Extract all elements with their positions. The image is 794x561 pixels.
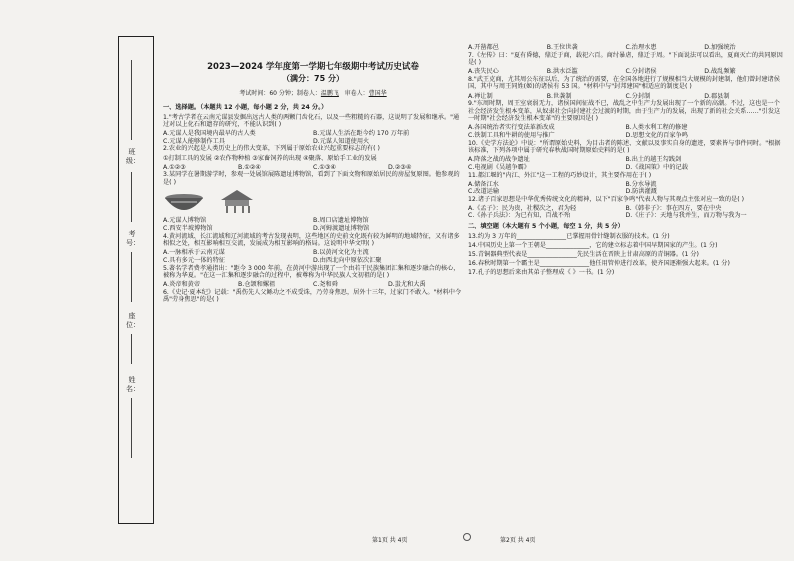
pottery-basin-image	[163, 192, 205, 214]
question-14: 14.中国历史上第一个王朝是______________，它的建立标志着中国早期国家的产生。(1 分)	[468, 241, 718, 249]
q3-options: A.元谋人博物馆 B.周口店遗址博物馆 C.西安半坡博物馆 D.河姆渡遗址博物馆	[163, 217, 370, 233]
exam-number-label: 考号：	[126, 230, 140, 247]
q7-options: A.丧失民心 B.洪水泛滥 C.分封诸侯 D.战乱频繁	[468, 68, 736, 76]
question-16: 16.春秋时期第一个霸主是________________他任用管仲进行改革，使齐国逐渐强大起来。(1 分)	[468, 259, 730, 267]
name-line	[131, 60, 132, 140]
question-7: 7.《左传》曰："夏有昏德，鼎迁于商，载祀六百。商纣暴虐，鼎迁于周。"下面说法可以看出，夏商灭亡的共同原因是( )	[468, 51, 783, 67]
q8-options: A.禅让制 B.世袭制 C.分封制 D.郡县制	[468, 92, 730, 100]
page-number-left: 第1页 共 4页	[372, 537, 408, 544]
question-12: 12.诸子百家思想是中华优秀传统文化的精神，以下"百家争鸣"代表人物与其观点主张对应一致的是( )	[468, 195, 745, 203]
binding-hole-icon	[463, 533, 471, 541]
q1-options: A.元谋人是我国境内最早的古人类 B.元谋人生活在距今约 170 万年前 C.元谋人能够制作工具 D.元谋人知道使用火	[163, 130, 410, 145]
page-number-right: 第2页 共 4页	[500, 537, 536, 544]
question-9: 9."东周时期，周王室衰弱无力，诸侯国间征战不已，战乱之中生产力发展出现了一个新的高潮。不过，这也是一个社会经济发生根本变革，从奴隶社会向封建社会过渡的时期，由于生产力的发展，出现了新的社会关系……"引发这一时期"社会经济发生根本变革"的主要原因是( )	[468, 100, 781, 123]
question-15: 15.青铜器典型代表是________________先民生活在晋陕上甘肃高原的青铜器。(1 分)	[468, 250, 699, 258]
binding-margin-box	[118, 36, 154, 524]
seat-label: 座位：	[126, 312, 140, 329]
number-line	[131, 252, 132, 302]
exam-info: 考试时间：60 分钟；制卷人：温鹏飞 审卷人：曹国华	[239, 90, 387, 97]
right-column	[468, 44, 783, 278]
q9-options: A.各国统治者实行变法革新改成 B.人类水利工程的修建 C.铁制工具和牛耕的使用与推广 D.思想文化的百家争鸣	[468, 124, 688, 140]
question-17: 17.孔子的思想后来由其弟子整理成《 》一书。(1 分)	[468, 269, 615, 277]
question-4: 4.黄河流域、长江流域和辽河流域的考古发现表明，这些地区的史前文化既有较为鲜明的地域特征，又有诸多相似之处，相互影响相互交流，发展成为相互影响的格局。这说明中华文明( )	[163, 232, 460, 248]
q10-options: A.降落之战的战争遗址 B.出土的越王勾践剑 C.电视剧《吴越争霸》 D.《战国策》中的记载	[468, 156, 688, 171]
class-label: 班级：	[126, 148, 140, 165]
section-fill-title: 二、填空题（本大题有 5 个小题，每空 1 分，共 5 分）	[468, 223, 624, 231]
section-choice-title: 一、选择题。（本题共 12 小题，每小题 2 分，共 24 分。）	[163, 104, 328, 111]
reviewer-name: 曹国华	[368, 90, 387, 97]
name-line-bottom	[131, 398, 132, 458]
exam-title: 2023—2024 学年度第一学期七年级期中考试历史试卷	[207, 62, 419, 72]
q6-options: A.开凿都邑 B.王位世袭 C.治理水患 D.加强统治	[468, 44, 736, 51]
name-label: 姓名：	[126, 376, 140, 393]
maker-name: 温鹏飞	[320, 90, 339, 97]
left-column	[163, 38, 463, 305]
q5-options: A.炎帝和黄帝 B.仓颉和嫘祖 C.尧和舜 D.蚩尤和大禹	[163, 281, 426, 289]
q4-options: A.一脉相承于云南元谋 B.以黄河文化为主流 C.具有多元一体的特征 D.由西北向中原依次汇聚	[163, 249, 382, 264]
question-10: 10.《史学方法论》中说："所谓原始史料，为目击者的陈述、文献以及事实自身的遗迹，要素皆与事件同时。"根据该标准，下列各项中属于研究春秋战国时期原始史料的是( )	[468, 139, 781, 155]
exam-subtitle: （满分：75 分）	[282, 74, 344, 83]
question-2: 2.农业的兴起是人类历史上的伟大变革，下列属于原始农业兴起重要标志的有( )	[163, 145, 380, 153]
question-8: 8."武王克商，尤其周公东征以后，为了统治的需要，在全国各地进行了规模相当大规模的封建制，他们曾封建诸侯国，其中与周王同姓(姬)的诸侯有 53 国。"材料中与"封邦建国"相适应的制度是( )	[468, 75, 780, 91]
question-2-statements: ①打制工具的发展 ②农作物种植 ③家畜饲养的出现 ④聚落、原始手工业的发展	[163, 154, 377, 162]
question-11: 11.都江堰的"内江、外江"这一工程的巧妙设计，其主要作用在于( )	[468, 171, 652, 179]
q3-images	[163, 188, 463, 214]
question-3: 3.某同学在暑期游学时，参观一处展馆展陈遗址博物馆，看到了下面文物和原始居民的房屋复原图。他参观的是( )	[163, 171, 460, 186]
class-line	[131, 172, 132, 222]
seat-line	[131, 334, 132, 364]
q2-options: A.①②③ B.①②④ C.①③④ D.②③④	[163, 163, 412, 171]
question-1: 1."考古学者在云南元谋县发掘出远古人类的两颗门齿化石，以及一些粗糙的石器，这说明了发展和继承。"通过对以上化石和遗存的研究，不能认识到( )	[163, 113, 460, 129]
question-13: 13.约为 3 万年的________________已掌握用骨针缝制衣服的技术。(1 分)	[468, 232, 670, 240]
q12-options: A.《孟子》：民为贵，社稷次之，君为轻 B.《韩非子》：事在四方，要在中央 C.《孙子兵法》：为已有知，百战不殆 D.《庄子》：天地与我并生，而万物与我为一	[468, 204, 747, 220]
question-5: 5.著名学者费孝通指出："距今 3 000 年前，在黄河中游出现了一个由若干民族集团汇集和逐步融合的核心，被称为华夏。"在这一汇集和逐步融合的过程中，被尊称为中华民族人文初祖的是( )	[163, 264, 460, 280]
question-6: 6.《史记·夏本纪》记载："禹伤先人父鲧功之不成受诛，乃劳身焦思，居外十三年，过家门不敢入。"材料中令禹"劳身焦思"的是( )	[163, 288, 462, 304]
stilt-house-image	[217, 188, 257, 214]
q11-options: A.储备江水 B.分水导流 C.改道运输 D.防洪灌溉	[468, 180, 657, 196]
